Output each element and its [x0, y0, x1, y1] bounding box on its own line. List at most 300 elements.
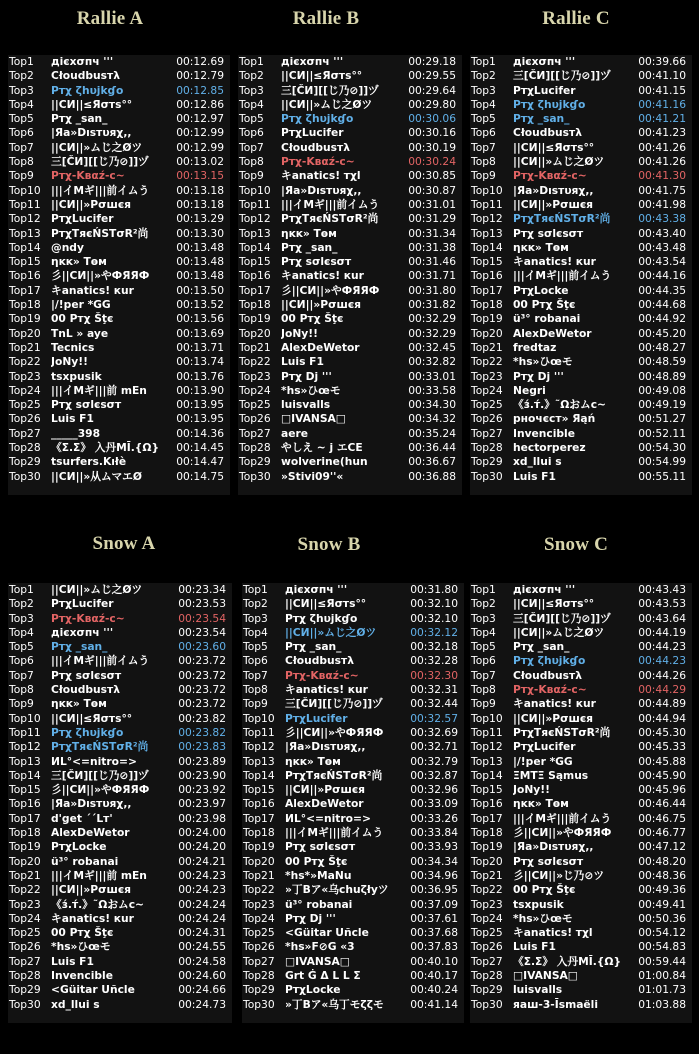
lap-time: 00:32.57	[410, 711, 458, 725]
leaderboard-row	[8, 312, 230, 326]
leaderboard-row	[470, 812, 692, 826]
rank-label: Top25	[239, 398, 271, 412]
player-name: ü³° robanai	[285, 897, 353, 911]
rank-label: Top20	[243, 854, 275, 868]
leaderboard-row	[8, 112, 230, 126]
lap-time: 00:31.82	[408, 298, 456, 312]
player-name: キanatics! кur	[281, 269, 364, 283]
leaderboard-row	[8, 669, 232, 683]
player-name: Pтχ Dj '''	[285, 911, 336, 925]
player-name: PтχLocke	[285, 983, 341, 997]
leaderboard-row	[238, 98, 462, 112]
rank-label: Top4	[471, 625, 496, 639]
rank-label: Top14	[9, 240, 41, 254]
player-name: дієхσпч '''	[285, 583, 348, 596]
rank-label: Top18	[9, 826, 41, 840]
leaderboard-row	[242, 883, 464, 897]
player-name: ||CИ||»Pσшєя	[513, 197, 594, 211]
lap-time: 00:39.66	[638, 55, 686, 68]
lap-time: 00:24.55	[178, 940, 226, 954]
leaderboard-row	[8, 370, 230, 384]
player-name: ИL°<=nitro=>	[51, 754, 137, 768]
lap-time: 00:48.20	[638, 854, 686, 868]
player-name: やしえ ~ j エCE	[281, 441, 363, 455]
lap-time: 00:44.19	[638, 625, 686, 639]
leaderboard-row	[470, 384, 692, 398]
leaderboard-row	[238, 269, 462, 283]
leaderboard-row	[238, 412, 462, 426]
player-name: Pтχ _san_	[285, 640, 342, 654]
leaderboard-row	[8, 726, 232, 740]
lap-time: 00:54.30	[638, 441, 686, 455]
player-name: ||CИ||»Pσшєя	[51, 197, 132, 211]
board-title-rallie-a: Rallie A	[76, 8, 144, 29]
rank-label: Top25	[243, 926, 275, 940]
player-name: |Яa»Dıѕтυяχ,,	[51, 126, 132, 140]
rank-label: Top23	[9, 897, 41, 911]
rank-label: Top5	[243, 640, 268, 654]
leaderboard-row	[470, 969, 692, 983]
leaderboard-row	[242, 869, 464, 883]
leaderboard-row	[8, 269, 230, 283]
rank-label: Top7	[9, 668, 34, 682]
player-name: Cłoudbusтλ	[285, 654, 354, 668]
lap-time: 00:49.19	[638, 398, 686, 412]
lap-time: 00:31.01	[408, 197, 456, 211]
rank-label: Top25	[9, 926, 41, 940]
leaderboard-row	[242, 612, 464, 626]
lap-time: 00:41.75	[638, 183, 686, 197]
player-name: |||イMギ|||前イムう	[513, 811, 612, 825]
lap-time: 00:12.69	[176, 55, 224, 68]
leaderboard-row	[470, 398, 692, 412]
lap-time: 00:24.31	[178, 926, 226, 940]
leaderboard-row	[8, 740, 232, 754]
lap-time: 00:36.95	[410, 883, 458, 897]
leaderboard-row	[238, 112, 462, 126]
leaderboard-row	[8, 940, 232, 954]
rank-label: Top20	[9, 326, 41, 340]
leaderboard-row	[470, 212, 692, 226]
leaderboard-row	[470, 712, 692, 726]
rank-label: Top19	[471, 840, 503, 854]
lap-time: 00:43.53	[638, 597, 686, 611]
lap-time: 00:30.16	[408, 126, 456, 140]
leaderboard-row	[8, 198, 230, 212]
lap-time: 00:44.92	[638, 312, 686, 326]
leaderboard-row	[470, 341, 692, 355]
lap-time: 00:37.68	[410, 926, 458, 940]
player-name: Luis F1	[51, 954, 94, 968]
lap-time: 00:14.45	[176, 441, 224, 455]
lap-time: 00:13.48	[176, 255, 224, 269]
leaderboard-row	[8, 912, 232, 926]
lap-time: 00:24.24	[178, 911, 226, 925]
rank-label: Top15	[9, 783, 41, 797]
player-name: |||イMギ|||前イムう	[51, 183, 150, 197]
rank-label: Top13	[471, 226, 503, 240]
leaderboard-row	[8, 926, 232, 940]
player-name: 三[ČИ][[じ乃⊘]]ヅ	[285, 697, 383, 711]
player-name: ||CИ||≤Яσтs°°	[285, 597, 367, 611]
player-name: |Яa»Dıѕтυяχ,,	[51, 797, 132, 811]
player-name: |||イMギ|||前イムう	[51, 654, 150, 668]
lap-time: 00:34.32	[408, 412, 456, 426]
player-name: Pтχ ѕσlєѕσт	[51, 668, 122, 682]
player-name: |||イMギ|||前 mEn	[51, 868, 147, 882]
leaderboard-snow-a	[8, 583, 232, 1023]
lap-time: 00:31.38	[408, 240, 456, 254]
player-name: luisvalls	[281, 398, 331, 412]
rank-label: Top30	[9, 469, 41, 483]
rank-label: Top20	[471, 854, 503, 868]
rank-label: Top17	[239, 283, 271, 297]
lap-time: 00:44.35	[638, 283, 686, 297]
rank-label: Top18	[9, 298, 41, 312]
rank-label: Top25	[471, 398, 503, 412]
leaderboard-row	[8, 783, 232, 797]
rank-label: Top9	[471, 169, 496, 183]
lap-time: 00:13.48	[176, 240, 224, 254]
rank-label: Top26	[239, 412, 271, 426]
lap-time: 00:33.01	[408, 369, 456, 383]
player-name: JoNy!!	[513, 783, 550, 797]
rank-label: Top13	[471, 754, 503, 768]
leaderboard-row	[238, 312, 462, 326]
lap-time: 00:49.41	[638, 897, 686, 911]
player-name: PтχLucifer	[51, 597, 114, 611]
player-name: *hs»ひœモ	[513, 355, 573, 369]
player-name: Luis F1	[513, 940, 556, 954]
rank-label: Top7	[243, 668, 268, 682]
lap-time: 00:44.23	[638, 640, 686, 654]
rank-label: Top13	[239, 226, 271, 240]
player-name: Luis F1	[281, 355, 324, 369]
player-name: ηĸĸ» Tөм	[285, 754, 341, 768]
lap-time: 00:32.10	[410, 597, 458, 611]
player-name: キanatics! кur	[513, 255, 596, 269]
leaderboard-row	[8, 898, 232, 912]
leaderboard-row	[8, 327, 230, 341]
lap-time: 01:00.84	[638, 969, 686, 983]
player-name: »丁Bア«乌сhuζłyツ	[285, 883, 389, 897]
rank-label: Top12	[243, 740, 275, 754]
player-name: ||CИ||»Pσшєя	[281, 298, 362, 312]
rank-label: Top6	[471, 126, 496, 140]
lap-time: 00:55.11	[638, 469, 686, 483]
leaderboard-row	[242, 683, 464, 697]
lap-time: 00:23.60	[178, 640, 226, 654]
player-name: Pтχ-Kвαź-c~	[513, 683, 587, 697]
lap-time: 00:12.86	[176, 97, 224, 111]
player-name: キanatics! кur	[513, 697, 596, 711]
player-name: Pтχ ѕσlєѕσт	[281, 255, 352, 269]
leaderboard-row	[470, 241, 692, 255]
player-name: ηĸĸ» Tөм	[51, 697, 107, 711]
rank-label: Top26	[471, 412, 503, 426]
rank-label: Top11	[471, 197, 503, 211]
rank-label: Top4	[9, 625, 34, 639]
rank-label: Top23	[9, 369, 41, 383]
rank-label: Top6	[471, 654, 496, 668]
leaderboard-row	[470, 155, 692, 169]
rank-label: Top22	[471, 883, 503, 897]
rank-label: Top4	[243, 625, 268, 639]
leaderboard-row	[470, 355, 692, 369]
leaderboard-row	[238, 184, 462, 198]
leaderboard-row	[242, 669, 464, 683]
player-name: Pтχ ζhυjkɠo	[51, 725, 124, 739]
player-name: ||CИ||»Pσшєя	[513, 711, 594, 725]
rank-label: Top2	[9, 69, 34, 83]
player-name: Pтχ ѕσlєѕσт	[513, 226, 584, 240]
leaderboard-row	[238, 355, 462, 369]
leaderboard-row	[8, 612, 232, 626]
rank-label: Top11	[239, 197, 271, 211]
player-name: JoNy!!	[51, 355, 88, 369]
leaderboard-row	[238, 227, 462, 241]
lap-time: 00:12.97	[176, 112, 224, 126]
player-name: ||CИ||»Pσшєя	[51, 883, 132, 897]
lap-time: 00:52.11	[638, 426, 686, 440]
lap-time: 00:46.77	[638, 826, 686, 840]
leaderboard-row	[470, 198, 692, 212]
lap-time: 01:03.88	[638, 997, 686, 1011]
rank-label: Top3	[9, 83, 34, 97]
leaderboard-snow-c	[470, 583, 692, 1023]
rank-label: Top4	[471, 97, 496, 111]
leaderboard-row	[8, 284, 230, 298]
leaderboard-row	[470, 783, 692, 797]
lap-time: 00:24.24	[178, 897, 226, 911]
rank-label: Top2	[9, 597, 34, 611]
lap-time: 00:23.54	[178, 625, 226, 639]
lap-time: 00:40.10	[410, 954, 458, 968]
leaderboard-row	[470, 726, 692, 740]
player-name: Grt Ġ Δ L L Σ	[285, 969, 361, 983]
lap-time: 00:14.36	[176, 426, 224, 440]
lap-time: 00:13.90	[176, 383, 224, 397]
lap-time: 00:40.17	[410, 969, 458, 983]
rank-label: Top23	[243, 897, 275, 911]
lap-time: 00:48.27	[638, 340, 686, 354]
leaderboard-row	[470, 926, 692, 940]
leaderboard-row	[470, 626, 692, 640]
lap-time: 00:36.88	[408, 469, 456, 483]
leaderboard-row	[242, 726, 464, 740]
rank-label: Top29	[239, 455, 271, 469]
leaderboard-row	[8, 298, 230, 312]
player-name: PтχTяєŃSTσR²尚	[285, 768, 383, 782]
lap-time: 00:48.89	[638, 369, 686, 383]
player-name: <Güitar Uñcle	[51, 983, 135, 997]
rank-label: Top30	[471, 469, 503, 483]
rank-label: Top15	[471, 783, 503, 797]
player-name: 《Σ.Σ》 入丹MĪ.{Ω}	[513, 954, 622, 968]
leaderboard-row	[470, 740, 692, 754]
rank-label: Top8	[9, 155, 34, 169]
rank-label: Top6	[243, 654, 268, 668]
player-name: 彡||CИ||»じ乃⊘ツ	[513, 868, 605, 882]
player-name: ||CИ||»Pσшєя	[285, 783, 366, 797]
lap-time: 00:43.40	[638, 226, 686, 240]
player-name: ||CИ||≤Яσтs°°	[281, 69, 363, 83]
rank-label: Top23	[471, 369, 503, 383]
leaderboard-row	[238, 455, 462, 469]
lap-time: 00:46.44	[638, 797, 686, 811]
rank-label: Top7	[471, 668, 496, 682]
leaderboard-rallie-c	[470, 55, 692, 495]
leaderboard-row	[8, 812, 232, 826]
player-name: 三[ČИ][[じ乃⊘]]ヅ	[51, 155, 149, 169]
lap-time: 00:41.30	[638, 169, 686, 183]
lap-time: 00:13.71	[176, 340, 224, 354]
rank-label: Top30	[471, 997, 503, 1011]
player-name: |Яa»Dıѕтυяχ,,	[513, 840, 594, 854]
lap-time: 00:48.59	[638, 355, 686, 369]
lap-time: 00:12.99	[176, 140, 224, 154]
player-name: PтχLucifer	[281, 126, 344, 140]
lap-time: 00:23.72	[178, 697, 226, 711]
lap-time: 00:43.38	[638, 212, 686, 226]
lap-time: 00:54.83	[638, 940, 686, 954]
rank-label: Top12	[471, 212, 503, 226]
player-name: ||CИ||»ムじ之Øツ	[281, 97, 373, 111]
leaderboard-row	[8, 712, 232, 726]
leaderboard-row	[8, 55, 230, 69]
lap-time: 00:33.84	[410, 826, 458, 840]
lap-time: 00:30.24	[408, 155, 456, 169]
player-name: Pтχ ѕσlєѕσт	[513, 854, 584, 868]
rank-label: Top22	[239, 355, 271, 369]
player-name: Negri	[513, 383, 546, 397]
rank-label: Top12	[471, 740, 503, 754]
rank-label: Top29	[471, 983, 503, 997]
lap-time: 00:13.02	[176, 155, 224, 169]
leaderboard-row	[8, 470, 230, 484]
leaderboard-row	[238, 55, 462, 69]
lap-time: 00:32.96	[410, 783, 458, 797]
leaderboard-row	[470, 898, 692, 912]
rank-label: Top9	[243, 697, 268, 711]
leaderboard-rallie-a	[8, 55, 230, 495]
leaderboard-row	[470, 227, 692, 241]
player-name: 00 Pтχ Šţє	[51, 312, 114, 326]
player-name: wolverine(hun	[281, 455, 368, 469]
rank-label: Top18	[471, 826, 503, 840]
lap-time: 00:43.48	[638, 240, 686, 254]
player-name: ИL°<=nitro=>	[285, 811, 371, 825]
leaderboard-row	[470, 327, 692, 341]
lap-time: 00:12.79	[176, 69, 224, 83]
rank-label: Top28	[9, 969, 41, 983]
player-name: ||CИ||»ムじ之Øツ	[513, 625, 605, 639]
rank-label: Top16	[9, 797, 41, 811]
lap-time: 00:44.29	[638, 683, 686, 697]
rank-label: Top28	[243, 969, 275, 983]
player-name: рнoчєст» Яąń	[513, 412, 596, 426]
player-name: AlexDeWetor	[285, 797, 364, 811]
leaderboard-row	[8, 855, 232, 869]
rank-label: Top2	[243, 597, 268, 611]
player-name: PтχTяєŃSTσR²尚	[51, 740, 149, 754]
player-name: PтχLucifer	[285, 711, 348, 725]
rank-label: Top11	[471, 725, 503, 739]
lap-time: 01:01.73	[638, 983, 686, 997]
rank-label: Top24	[243, 911, 275, 925]
rank-label: Top8	[471, 683, 496, 697]
leaderboard-row	[242, 812, 464, 826]
player-name: 《з́.т́.》˜Ωおムc~	[51, 897, 144, 911]
rank-label: Top20	[471, 326, 503, 340]
lap-time: 00:23.72	[178, 668, 226, 682]
lap-time: 00:13.29	[176, 212, 224, 226]
leaderboard-row	[242, 583, 464, 597]
rank-label: Top8	[9, 683, 34, 697]
lap-time: 00:51.27	[638, 412, 686, 426]
rank-label: Top14	[9, 768, 41, 782]
rank-label: Top22	[243, 883, 275, 897]
player-name: Pтχ _san_	[281, 240, 338, 254]
player-name: 彡||CИ||»やФЯЯФ	[513, 826, 612, 840]
lap-time: 00:14.75	[176, 469, 224, 483]
player-name: 00 Pтχ Šţє	[51, 926, 114, 940]
player-name: キanatics! кur	[51, 283, 134, 297]
lap-time: 00:41.98	[638, 197, 686, 211]
player-name: Cłoudbusтλ	[513, 126, 582, 140]
leaderboard-row	[8, 341, 230, 355]
player-name: Pтχ-Kвαź-c~	[285, 668, 359, 682]
rank-label: Top27	[9, 426, 41, 440]
lap-time: 00:24.21	[178, 854, 226, 868]
leaderboard-row	[238, 255, 462, 269]
rank-label: Top17	[471, 811, 503, 825]
leaderboard-row	[8, 869, 232, 883]
lap-time: 00:23.89	[178, 754, 226, 768]
leaderboard-row	[8, 384, 230, 398]
player-name: 00 Pтχ Šţє	[281, 312, 344, 326]
leaderboard-row	[470, 169, 692, 183]
player-name: 00 Pтχ Šţє	[513, 883, 576, 897]
rank-label: Top8	[239, 155, 264, 169]
player-name: @ndy	[51, 240, 84, 254]
rank-label: Top26	[243, 940, 275, 954]
player-name: |Яa»Dıѕтυяχ,,	[513, 183, 594, 197]
lap-time: 00:13.52	[176, 298, 224, 312]
lap-time: 00:23.90	[178, 768, 226, 782]
lap-time: 00:23.82	[178, 725, 226, 739]
rank-label: Top24	[471, 383, 503, 397]
lap-time: 00:13.48	[176, 269, 224, 283]
leaderboard-row	[8, 597, 232, 611]
player-name: ||CИ||»ムじ之Øツ	[51, 583, 143, 596]
rank-label: Top17	[243, 811, 275, 825]
leaderboard-row	[470, 940, 692, 954]
rank-label: Top14	[471, 240, 503, 254]
player-name: キanatics! тχl	[281, 169, 361, 183]
leaderboard-row	[8, 626, 232, 640]
leaderboard-row	[242, 940, 464, 954]
leaderboard-row	[8, 755, 232, 769]
player-name: Pтχ ζhυjkɠo	[513, 654, 586, 668]
player-name: ||CИ||≤Яσтs°°	[513, 597, 595, 611]
player-name: ||CИ||»ムじ之Øツ	[513, 155, 605, 169]
player-name: ||CИ||≤Яσтs°°	[51, 97, 133, 111]
player-name: Invencible	[513, 426, 575, 440]
player-name: キanatics! кur	[285, 683, 368, 697]
lap-time: 00:37.09	[410, 897, 458, 911]
player-name: 三[ČИ][[じ乃⊘]]ヅ	[513, 69, 611, 83]
